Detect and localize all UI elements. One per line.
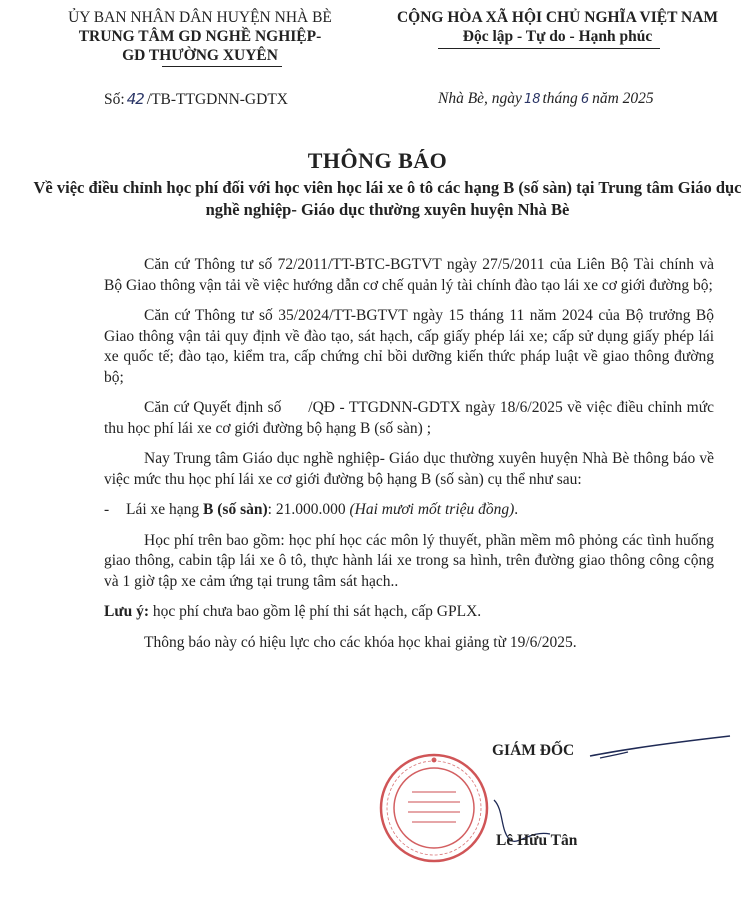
signature-title: GIÁM ĐỐC (492, 742, 575, 759)
document-reference (104, 90, 288, 109)
motto-underline (438, 48, 660, 49)
official-red-stamp (378, 752, 490, 864)
document-subtitle: Về việc điều chỉnh học phí đối với học viên học lái xe ô tô các hạng B (số sàn) tại Trung tâm Giáo dục nghề nghiệp- Giáo dục thường xuyên huyện Nhà Bè (33, 178, 742, 219)
issuer-header (40, 8, 360, 65)
paragraph-fee-inclusions: Học phí trên bao gồm: học phí học các môn lý thuyết, phần mềm mô phỏng các tình huống giao thông, cabin tập lái xe ô tô, thực hành lái xe trong sa hình, trên đường giao thông công cộng và 1 giờ tập xe cảm ứng tại trung tâm sát hạch.. (104, 531, 714, 590)
date-part-3: năm 2025 (592, 90, 654, 107)
ref-handwritten-number: 42 (126, 90, 144, 108)
signatory-name: Lê Hữu Tân (496, 832, 578, 849)
date-part-1: Nhà Bè, ngày (438, 90, 522, 107)
document-date (438, 90, 654, 108)
national-motto-line-2: Độc lập - Tự do - Hạnh phúc (462, 28, 653, 45)
document-body (104, 255, 718, 663)
national-motto-line-1: CỘNG HÒA XÃ HỘI CHỦ NGHĨA VIỆT NAM (396, 9, 719, 26)
paragraph-legal-basis-2: Căn cứ Thông tư số 35/2024/TT-BGTVT ngày 15 tháng 11 năm 2024 của Bộ trưởng Bộ Giao thông vận tải quy định về đào tạo, sát hạch, cấp giấy phép lái xe; cấp sử dụng giấy phép lái xe quốc tế; đào tạo, kiểm tra, cấp chứng chỉ bồi dưỡng kiến thức pháp luật về giao thông đường bộ; (104, 307, 714, 386)
issuer-line-3: GD THƯỜNG XUYÊN (122, 47, 278, 64)
note-text: học phí chưa bao gồm lệ phí thi sát hạch, cấp GPLX. (149, 603, 482, 620)
paragraph-legal-basis-1: Căn cứ Thông tư số 72/2011/TT-BTC-BGTVT ngày 27/5/2011 của Liên Bộ Tài chính và Bộ Giao thông vận tải về việc hướng dẫn cơ chế quản lý tài chính đào tạo lái xe cơ giới đường bộ; (104, 256, 714, 294)
handwritten-signature (580, 728, 740, 778)
paragraph-effective-date: Thông báo này có hiệu lực cho các khóa học khai giảng từ 19/6/2025. (144, 633, 577, 651)
date-handwritten-month: 6 (580, 92, 590, 107)
date-handwritten-day: 18 (523, 92, 541, 107)
bullet-dash: - (104, 501, 110, 518)
paragraph-legal-basis-3: Căn cứ Quyết định số /QĐ - TTGDNN-GDTX ngày 18/6/2025 về việc điều chỉnh mức thu học phí lái xe cơ giới đường bộ hạng B (số sàn) ; (104, 399, 718, 437)
issuer-underline (162, 66, 282, 67)
ref-prefix: Số: (104, 91, 125, 108)
fee-amount-words: (Hai mươi mốt triệu đồng) (349, 501, 515, 518)
issuer-line-2: TRUNG TÂM GD NGHỀ NGHIỆP- (78, 28, 322, 45)
note-label: Lưu ý: (104, 603, 150, 620)
fee-class: B (số sàn) (203, 501, 268, 518)
document-title: THÔNG BÁO (307, 148, 448, 173)
fee-amount: : 21.000.000 (267, 501, 346, 518)
ref-suffix: /TB-TTGDNN-GDTX (146, 91, 288, 108)
paragraph-announcement: Nay Trung tâm Giáo dục nghề nghiệp- Giáo dục thường xuyên huyện Nhà Bè thông báo về việc mức thu học phí lái xe cơ giới đường bộ hạng B (số sàn) cụ thể như sau: (104, 450, 714, 488)
fee-label: Lái xe hạng (126, 501, 200, 518)
fee-bullet (96, 500, 714, 521)
national-header (370, 8, 745, 46)
issuer-line-1: ỦY BAN NHÂN DÂN HUYỆN NHÀ BÈ (68, 9, 332, 26)
fee-end: . (514, 501, 519, 518)
date-part-2: tháng (542, 90, 578, 107)
paragraph-note (104, 602, 714, 623)
